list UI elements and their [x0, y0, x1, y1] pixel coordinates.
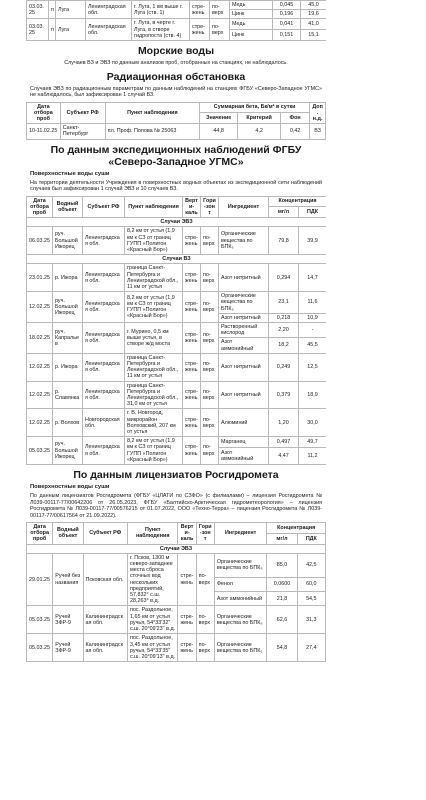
cell-value: 0,196	[273, 10, 301, 19]
cell-value: 85,0	[267, 553, 297, 577]
cell-horizon: по-верх	[201, 264, 219, 292]
section-label-evz: Случаи ЭВЗ	[27, 218, 327, 227]
cell-date: 05.03.25	[27, 606, 53, 634]
table-row	[27, 544, 326, 553]
exp-col-region: Субъект РФ	[83, 196, 125, 218]
licensees-table	[26, 522, 326, 662]
cell-pdk: 12,5	[299, 353, 327, 381]
cell-water-object: р. Славянка	[53, 381, 83, 409]
cell-ingredient: Фенол	[214, 577, 267, 591]
cell-pdk: 60,0	[297, 577, 325, 591]
cell-date: 12.02.25	[27, 353, 53, 381]
table-row	[27, 124, 326, 139]
cell-value: 0,041	[273, 19, 301, 30]
table-row	[27, 264, 327, 292]
cell-pdk: 14,7	[299, 264, 327, 292]
cell-date: 23.01.25	[27, 264, 53, 292]
cell-ingredient: Органические вещества по БПК₅	[214, 634, 267, 662]
cell-horizon: по-верх	[201, 227, 219, 255]
cell-pdk: 49,7	[299, 437, 327, 447]
cell-vertical: стре-жень	[178, 634, 196, 662]
cell-ingredient: Органические вещества по БПК₅	[219, 227, 269, 255]
cell-vertical: стре-жень	[183, 322, 201, 353]
lic-col-ing: Ингредиент	[214, 523, 267, 545]
cell-pdk: 45,0	[301, 1, 327, 10]
cell-pdk: 27,4	[297, 634, 325, 662]
table-row	[27, 553, 326, 577]
lic-col-vert: Верти-каль	[178, 523, 196, 545]
cell-vertical: стре-жень	[190, 19, 210, 41]
cell-date: 29.01.25	[27, 553, 53, 606]
radiation-heading: Радиационная обстановка	[106, 70, 246, 83]
table-row	[27, 606, 326, 634]
cell-ingredient: Азот аммонийный	[214, 592, 267, 606]
radiation-text: Случаев ЭВЗ по радиационным параметрам по данным наблюдений на станциях ФГБУ «Северо-Западное УГМС» не наблюдалось, был зафиксирован 1 случай ВЗ.	[30, 85, 322, 99]
table-row	[27, 292, 327, 314]
cell-region: Псковская обл.	[83, 553, 127, 606]
cell-horizon: по-верх	[196, 553, 214, 606]
top-surface-water-table	[26, 0, 326, 41]
cell-region: Калининградская обл.	[83, 606, 127, 634]
cell-value: 4,47	[269, 447, 299, 464]
cell-water-object: Ручей ЗФР-9	[53, 634, 83, 662]
rad-point: пл. Проф. Попова № 25063	[105, 124, 199, 139]
cell-vertical: стре-жень	[183, 437, 201, 465]
lic-col-region: Субъект РФ	[83, 523, 127, 545]
cell-point: 8,2 км от устья (1,9 км к СЗ от границ ГУПП «Полигон «Красный Бор»)	[125, 437, 183, 465]
exp-col-date: Дата отбора проб	[27, 196, 53, 218]
cell-region: Ленинградская обл.	[86, 19, 132, 41]
table-row	[27, 381, 327, 409]
table-row	[27, 634, 326, 662]
table-row	[27, 19, 327, 30]
cell-value: 0,497	[269, 437, 299, 447]
cell-point: г. Мурино, 0,5 км выше устья, в створе ж/д моста	[125, 322, 183, 353]
cell-ingredient: Алюминий	[219, 409, 269, 437]
cell-horizon: по-верх	[196, 606, 214, 634]
rad-col-beta: Суммарная бета, Бк/м² в сутки	[200, 102, 310, 113]
sea-text: Случаев ВЗ и ЭВЗ по данным анализов проб, отобранных на станциях, не наблюдалось.	[64, 60, 288, 67]
cell-vertical: стре-жень	[183, 227, 201, 255]
cell-pdk: 15,1	[301, 30, 327, 41]
cell-value: 23,1	[269, 292, 299, 314]
lic-col-unit: мг/л	[267, 533, 297, 544]
cell-ingredient: Цинк	[230, 10, 273, 19]
cell-point: г. Луга, 1 км выше г. Луга (ств. 1)	[132, 1, 190, 19]
cell-water-object: р. Ижора	[53, 264, 83, 292]
cell-pdk: -	[299, 322, 327, 337]
exp-col-pdk: ПДК	[299, 207, 327, 218]
cell-ingredient: Растворенный кислород	[219, 322, 269, 337]
cell-value: 0,294	[269, 264, 299, 292]
lic-col-obj: Водный объект	[53, 523, 83, 545]
section-label-evz: Случаи ЭВЗ	[27, 544, 326, 553]
rad-value: 44,8	[200, 124, 238, 139]
cell-vertical: стре-жень	[190, 1, 210, 19]
cell-vertical: стре-жень	[178, 553, 196, 606]
cell-region: Ленинградская обл.	[83, 227, 125, 255]
cell-ingredient: Органические вещества по БПК₅	[214, 553, 267, 577]
cell-vertical: стре-жень	[183, 292, 201, 323]
licensees-text: По данным лицензиатов Росгидромета (ФГБУ «ЦЛАТИ по СЗФО» (с филиалами) – лицензия Росгидромета № Л039-00117-77/00642206 от 26.05.2023, ФГБУ «Балтийско-Арктическая гидрометеорология» – лицензия Росгидромета № Л039-00117-77/00576215 от 01.07.2022, ООО «Техно-Терра» – лицензия Росгидромета № Л039-00117-77/00617564 от 21.09.2022).	[30, 493, 322, 519]
cell-pdk: 30,0	[299, 409, 327, 437]
sea-heading: Морские воды	[137, 45, 215, 58]
cell-type: п	[49, 1, 56, 19]
exp-col-ing: Ингредиент	[219, 196, 269, 218]
rad-col-date: Дата отбора проб	[27, 102, 61, 124]
radiation-table	[26, 102, 326, 140]
cell-water-object: Ручей ЗФР-9	[53, 606, 83, 634]
cell-horizon: по-верх	[210, 19, 230, 41]
licensees-heading: По данным лицензиатов Росгидромета	[73, 469, 279, 482]
table-row	[27, 322, 327, 337]
cell-water-object: руч. Большой Ижорец	[53, 437, 83, 465]
cell-region: Ленинградская обл.	[83, 353, 125, 381]
table-row	[27, 353, 327, 381]
table-row	[27, 1, 327, 10]
rad-crit: 4,2	[238, 124, 281, 139]
cell-region: Ленинградская обл.	[83, 437, 125, 465]
cell-ingredient: Марганец	[219, 437, 269, 447]
cell-value: 0,249	[269, 353, 299, 381]
exp-col-obj: Водный объект	[53, 196, 83, 218]
cell-date: 03.03.25	[27, 19, 49, 41]
cell-water-object: руч. Большой Ижорец	[53, 292, 83, 323]
lic-col-date: Дата отбора проб	[27, 523, 53, 545]
cell-horizon: по-верх	[196, 634, 214, 662]
cell-ingredient: Азот нитритный	[219, 381, 269, 409]
cell-river: Луга	[56, 19, 86, 41]
cell-ingredient: Органические вещества по БПК₅	[214, 606, 267, 634]
cell-date: 06.03.25	[27, 227, 53, 255]
cell-value: 0,0600	[267, 577, 297, 591]
cell-ingredient: Азот аммонийный	[219, 338, 269, 353]
cell-point: 8,2 км от устья (1,9 км к СЗ от границ ГУПП «Полигон «Красный Бор»)	[125, 227, 183, 255]
cell-value: 0,218	[269, 313, 299, 322]
exp-col-vert: Верти-каль	[183, 196, 201, 218]
cell-water-object: руч. Капральев	[53, 322, 83, 353]
cell-date: 12.02.25	[27, 409, 53, 437]
cell-point: граница Санкт-Петербурга и Ленинградской обл., 11 км от устья	[125, 353, 183, 381]
cell-value: 54,8	[267, 634, 297, 662]
cell-region: Ленинградская обл.	[83, 264, 125, 292]
cell-point: г. В. Новгород, микрорайон Волховский, 207 км от устья	[125, 409, 183, 437]
lic-col-conc: Концентрация	[267, 523, 326, 534]
cell-water-object: р. Ижора	[53, 353, 83, 381]
rad-col-crit: Критерий	[238, 113, 281, 124]
expedition-subheading: Поверхностные воды суши	[30, 170, 110, 177]
rad-col-bg: Фон	[280, 113, 309, 124]
exp-col-horiz: Гори-зонт	[201, 196, 219, 218]
cell-river: Луга	[56, 1, 86, 19]
cell-pdk: 42,5	[297, 553, 325, 577]
cell-water-object: Ручей без названия	[53, 553, 83, 606]
cell-point: 8,2 км от устья (1,9 км к СЗ от границ ГУПП «Полигон «Красный Бор»)	[125, 292, 183, 323]
cell-ingredient: Цинк	[230, 30, 273, 41]
cell-pdk: 11,6	[299, 292, 327, 314]
cell-pdk: 41,0	[301, 19, 327, 30]
cell-point: пос. Раздольное, 3,45 км от устья ручья, 54°33'35" с.ш. 20°09'13" в.д.	[127, 634, 178, 662]
cell-region: Калининградская обл.	[83, 634, 127, 662]
cell-value: 0,379	[269, 381, 299, 409]
exp-col-unit: мг/л	[269, 207, 299, 218]
cell-vertical: стре-жень	[183, 353, 201, 381]
cell-value: 21,8	[267, 592, 297, 606]
rad-date: 10-11.02.25	[27, 124, 61, 139]
cell-value: 79,8	[269, 227, 299, 255]
cell-pdk: 19,6	[301, 10, 327, 19]
cell-ingredient: Медь	[230, 1, 273, 10]
cell-ingredient: Органические вещества по БПК₅	[219, 292, 269, 314]
cell-vertical: стре-жень	[183, 409, 201, 437]
cell-horizon: по-верх	[201, 409, 219, 437]
cell-type: п	[49, 19, 56, 41]
cell-pdk: 10,9	[299, 313, 327, 322]
cell-pdk: 31,3	[297, 606, 325, 634]
cell-point: г. Псков, 1300 м северо-западнее места сброса сточных вод нескольких предприятий, 57,832° с.ш. 28,263° в.д.	[127, 553, 178, 606]
cell-point: граница Санкт-Петербурга и Ленинградской обл., 31,0 км от устья	[125, 381, 183, 409]
rad-col-point: Пункт наблюдения	[105, 102, 199, 124]
cell-date: 05.03.25	[27, 437, 53, 465]
cell-pdk: 39,9	[299, 227, 327, 255]
cell-pdk: 18,9	[299, 381, 327, 409]
cell-date: 12.02.25	[27, 292, 53, 323]
cell-water-object: р. Волхов	[53, 409, 83, 437]
cell-horizon: по-верх	[201, 292, 219, 323]
cell-region: Ленинградская обл.	[83, 292, 125, 323]
cell-region: Ленинградская обл.	[83, 381, 125, 409]
table-row	[27, 437, 327, 447]
cell-horizon: по-верх	[210, 1, 230, 19]
cell-ingredient: Азот нитритный	[219, 313, 269, 322]
cell-date: 12.02.25	[27, 381, 53, 409]
exp-col-conc: Концентрация	[269, 196, 327, 207]
lic-col-pdk: ПДК	[297, 533, 325, 544]
cell-value: 62,6	[267, 606, 297, 634]
cell-date: 05.03.25	[27, 634, 53, 662]
expedition-table	[26, 196, 326, 466]
cell-water-object: руч. Большой Ижорец	[53, 227, 83, 255]
cell-ingredient: Азот нитритный	[219, 264, 269, 292]
rad-col-excess: Доп. н.д.	[310, 102, 326, 124]
rad-col-region: Субъект РФ	[60, 102, 105, 124]
cell-point: граница Санкт-Петербурга и Ленинградской обл., 11 км от устья	[125, 264, 183, 292]
cell-point: пос. Раздольное, 1,65 км от устья ручья, 54°33'32" с.ш. 20°09'23" в.д.	[127, 606, 178, 634]
document-page	[26, 0, 326, 800]
table-row	[27, 255, 327, 264]
cell-value: 18,2	[269, 338, 299, 353]
cell-vertical: стре-жень	[183, 264, 201, 292]
cell-horizon: по-верх	[201, 353, 219, 381]
table-row	[27, 409, 327, 437]
cell-pdk: 54,5	[297, 592, 325, 606]
cell-horizon: по-верх	[201, 322, 219, 353]
cell-ingredient: Медь	[230, 19, 273, 30]
exp-col-point: Пункт наблюдения	[125, 196, 183, 218]
cell-horizon: по-верх	[201, 381, 219, 409]
cell-point: г. Луга, в черте г. Луга, в створе гидропоста (ств. 4)	[132, 19, 190, 41]
licensees-subheading: Поверхностные воды суши	[30, 484, 110, 491]
table-row	[27, 227, 327, 255]
cell-region: Ленинградская обл.	[83, 322, 125, 353]
cell-value: 1,20	[269, 409, 299, 437]
cell-vertical: стре-жень	[178, 606, 196, 634]
lic-col-horiz: Гори-зонт	[196, 523, 214, 545]
table-row	[27, 218, 327, 227]
cell-region: Новгородская обл.	[83, 409, 125, 437]
cell-date: 18.02.25	[27, 322, 53, 353]
cell-value: 2,20	[269, 322, 299, 337]
expedition-heading: По данным экспедиционных наблюдений ФГБУ «Северо-Западное УГМС»	[50, 143, 302, 168]
rad-excess: ВЗ	[310, 124, 326, 139]
cell-date: 03.03.25	[27, 1, 49, 19]
cell-value: 0,151	[273, 30, 301, 41]
rad-region: Санкт-Петербург	[60, 124, 105, 139]
rad-bg: 0,42	[280, 124, 309, 139]
cell-value: 0,045	[273, 1, 301, 10]
lic-col-point: Пункт наблюдения	[127, 523, 178, 545]
cell-region: Ленинградская обл.	[86, 1, 132, 19]
cell-pdk: 45,5	[299, 338, 327, 353]
expedition-text: На территории деятельности Учреждения в поверхностных водных объектах из экспедиционной сети наблюдений случаев был зафиксирован 1 случай ЭВЗ и 10 случаев ВЗ.	[30, 179, 322, 193]
rad-col-value: Значение	[200, 113, 238, 124]
cell-ingredient: Азот аммонийный	[219, 447, 269, 464]
cell-pdk: 11,2	[299, 447, 327, 464]
cell-ingredient: Азот нитритный	[219, 353, 269, 381]
cell-vertical: стре-жень	[183, 381, 201, 409]
section-label-vz: Случаи ВЗ	[27, 255, 327, 264]
cell-horizon: по-верх	[201, 437, 219, 465]
